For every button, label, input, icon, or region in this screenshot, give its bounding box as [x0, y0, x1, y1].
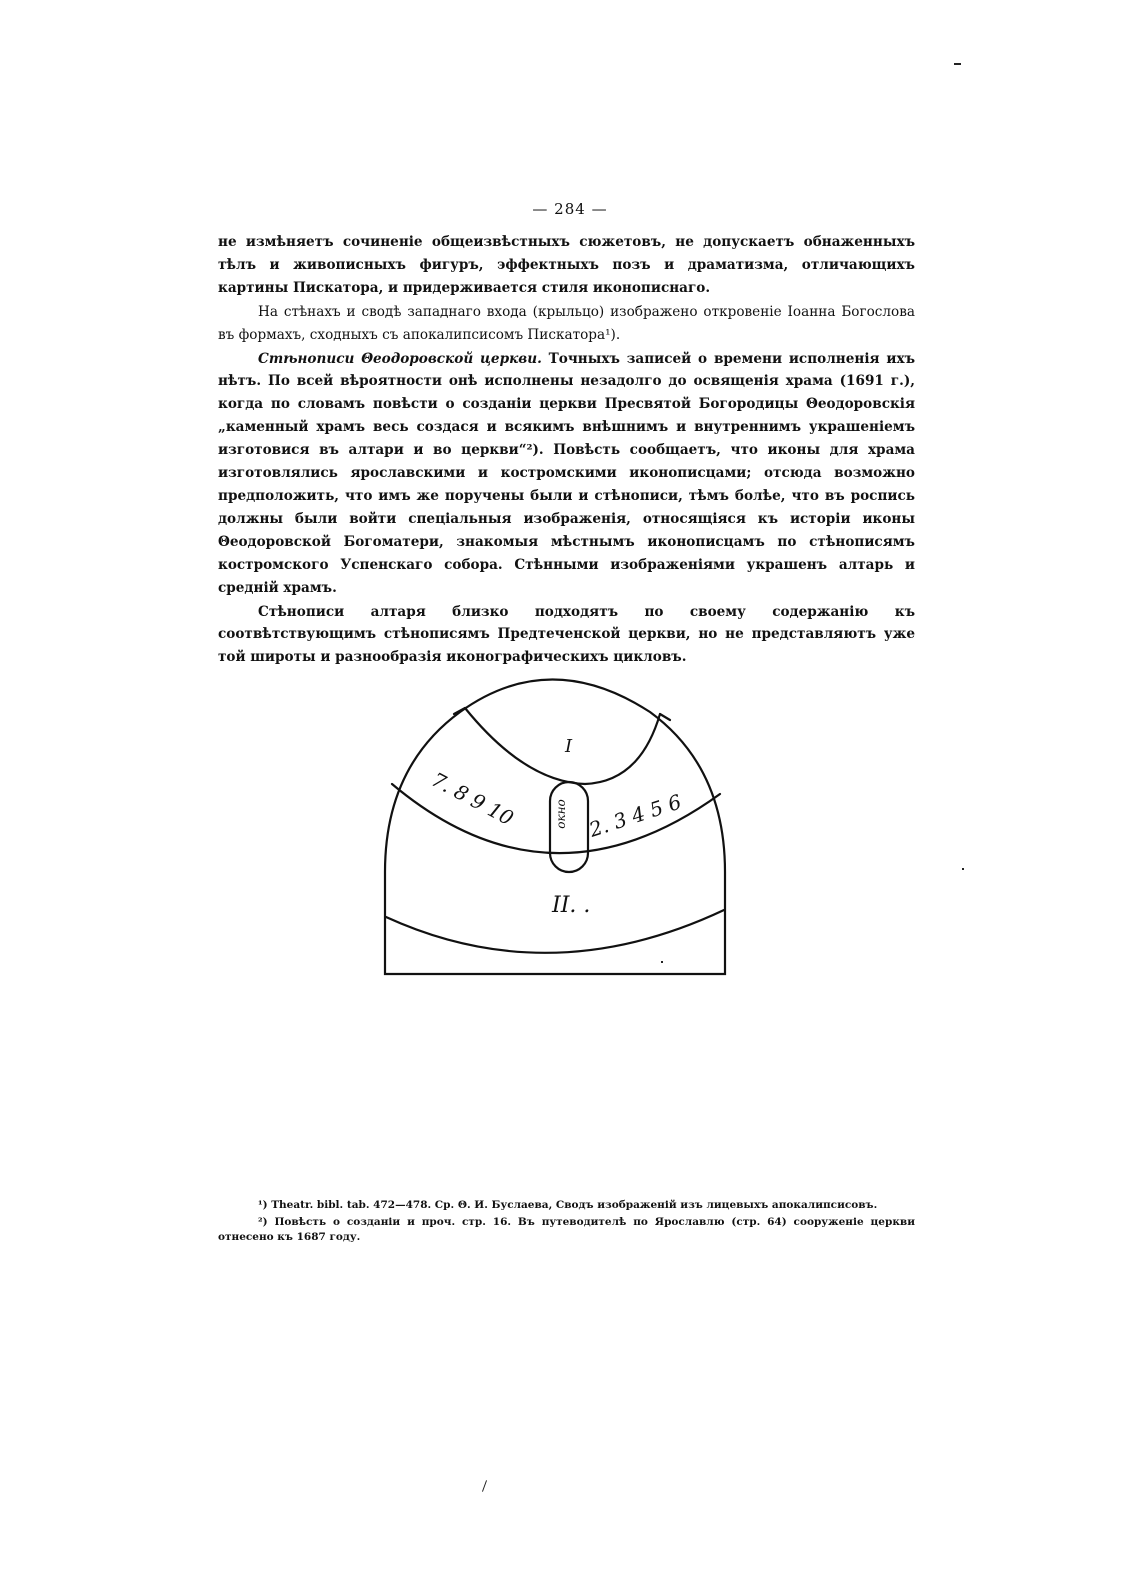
paragraph-3	[218, 348, 915, 600]
paragraph-1: не измѣняетъ сочиненіе общеизвѣстныхъ сюжетовъ, не допускаетъ обнаженныхъ тѣлъ и живописныхъ фигуръ, эффектныхъ позъ и драматизма, отличающихъ картины Пискатора, и придерживается стиля иконописнаго.	[218, 234, 915, 296]
diagram-divider-right	[660, 714, 670, 720]
scan-mark-bottom	[482, 1480, 487, 1492]
paragraph-3-body: Точныхъ записей о времени исполненія ихъ нѣтъ. По всей вѣроятности онѣ исполнены незадолго до освященія храма (1691 г.), когда по словамъ повѣсти о созданіи церкви Пресвятой Богородицы Θеодоровскія „каменный храмъ весь создася и всякимъ внѣшнимъ и внутреннимъ украшеніемъ изготовися въ алтари и во церкви“²). Повѣсть сообщаетъ, что иконы для храма изготовлялись ярославскими и костромскими иконописцами; отсюда возможно предположить, что имъ же поручены были и стѣнописи, тѣмъ болѣе, что въ роспись должны были войти спеціальныя изображенія, относящіяся къ исторіи иконы Θеодоровской Богоматери, знакомыя мѣстнымъ иконописцамъ по стѣнописямъ костромского Успенскаго собора. Стѣнными изображеніями украшенъ алтарь и средній храмъ.	[218, 350, 915, 596]
diagram-label-left: 7. 8 9 10	[427, 767, 518, 831]
diagram-label-ii: II. .	[552, 893, 591, 918]
paragraph-4: Стѣнописи алтаря близко подходятъ по своему содержанію къ соотвѣтствующимъ стѣнописямъ Предтеченской церкви, но не представляютъ уже той широты и разнообразія иконографическихъ цикловъ.	[218, 603, 915, 666]
footnotes	[218, 1198, 915, 1247]
page-number: — 284 —	[532, 200, 608, 218]
footnote-2: ²) Повѣсть о созданіи и проч. стр. 16. Въ путеводителѣ по Ярославлю (стр. 64) сооруженіе церкви отнесено къ 1687 году.	[218, 1216, 915, 1243]
diagram-label-window: окно	[554, 799, 568, 829]
footnote-1: ¹) Theatr. bibl. tab. 472—478. Ср. Θ. И. Буслаева, Сводъ изображеній изъ лицевыхъ апокалипсисовъ.	[258, 1199, 878, 1211]
paragraph-2: На стѣнахъ и сводѣ западнаго входа (крыльцо) изображено откровеніе Іоанна Богослова въ формахъ, сходныхъ съ апокалипсисомъ Пискатора¹).	[218, 303, 915, 343]
scan-mark-right	[962, 868, 964, 870]
diagram-label-i: I	[565, 736, 573, 757]
scan-mark-diagram	[661, 961, 663, 963]
body-text	[218, 231, 915, 670]
diagram-label-right: 2. 3 4 5 6	[586, 789, 685, 842]
diagram-inner-arch	[465, 708, 660, 784]
scan-mark-top-right	[954, 63, 961, 65]
altar-diagram	[370, 672, 740, 982]
section-heading: Стѣнописи Θеодоровской церкви.	[258, 350, 542, 367]
